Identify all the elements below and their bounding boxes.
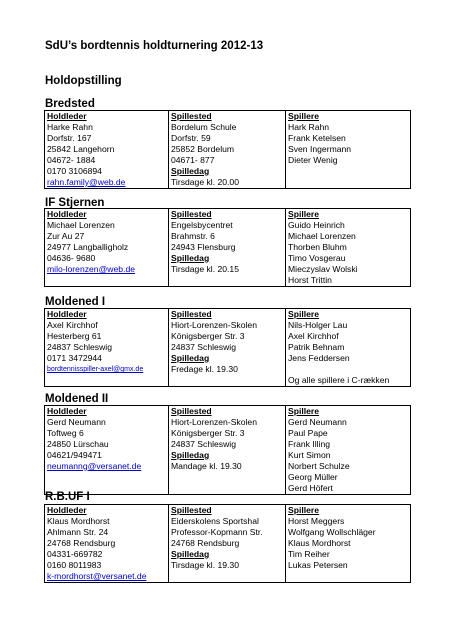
player-name: Gerd Neumann: [288, 417, 347, 427]
playday-value: Tirsdage kl. 19.30: [171, 560, 239, 570]
playday-value: Tirsdage kl. 20.15: [171, 264, 239, 274]
leader-email-link[interactable]: neumanng@versanet.de: [47, 461, 142, 471]
team-row: [45, 505, 411, 583]
player-name: Sven Ingermann: [288, 144, 352, 154]
player-name: Gerd Höfert: [288, 483, 333, 493]
player-name: Horst Trittin: [288, 275, 332, 285]
team-name: R.B.UF I: [45, 491, 90, 503]
players-header: Spillere: [288, 505, 320, 515]
leader-email-link[interactable]: k-mordhorst@versanet.de: [47, 571, 147, 581]
playday-value: Fredage kl. 19.30: [171, 364, 238, 374]
leader-header: Holdleder: [47, 309, 87, 319]
leader-header: Holdleder: [47, 406, 87, 416]
venue-line: 04671- 877: [171, 155, 215, 165]
players-cell: [286, 505, 411, 583]
team-table: [44, 504, 411, 583]
players-cell: [286, 111, 411, 189]
leader-line: Dorfstr. 167: [47, 133, 92, 143]
leader-line: Toftweg 6: [47, 428, 84, 438]
venue-line: 24943 Flensburg: [171, 242, 236, 252]
spacer: [288, 364, 408, 375]
player-name: Klaus Mordhorst: [288, 538, 351, 548]
players-cell: [286, 309, 411, 387]
venue-line: Bordelum Schule: [171, 122, 237, 132]
venue-header: Spillested: [171, 505, 212, 515]
player-name: Mieczyslav Wolski: [288, 264, 358, 274]
player-name: Timo Vosgerau: [288, 253, 346, 263]
player-name: Guido Heinrich: [288, 220, 345, 230]
team-row: [45, 209, 411, 287]
player-name: Thorben Bluhm: [288, 242, 347, 252]
leader-cell: [45, 111, 169, 189]
venue-line: Engelsbycentret: [171, 220, 233, 230]
leader-line: 04636- 9680: [47, 253, 96, 263]
venue-header: Spillested: [171, 309, 212, 319]
player-name: Frank Ketelsen: [288, 133, 346, 143]
playday-header: Spilledag: [171, 253, 210, 263]
players-note: Og alle spillere i C-rækken: [288, 375, 390, 385]
document-title: SdU’s bordtennis holdturnering 2012-13: [45, 40, 264, 52]
player-name: Tim Reiher: [288, 549, 330, 559]
venue-line: Königsberger Str. 3: [171, 331, 245, 341]
team-row: [45, 111, 411, 189]
player-name: Frank Illing: [288, 439, 331, 449]
venue-line: Hiort-Lorenzen-Skolen: [171, 320, 257, 330]
player-name: Dieter Wenig: [288, 155, 338, 165]
player-name: Axel Kirchhof: [288, 331, 339, 341]
leader-cell: [45, 406, 169, 495]
team-name: IF Stjernen: [45, 197, 105, 209]
playday-header: Spilledag: [171, 450, 210, 460]
leader-header: Holdleder: [47, 209, 87, 219]
leader-line: 24850 Lürschau: [47, 439, 109, 449]
venue-line: Königsberger Str. 3: [171, 428, 245, 438]
leader-line: 04672- 1884: [47, 155, 96, 165]
leader-line: 0160 8011983: [47, 560, 102, 570]
players-header: Spillere: [288, 111, 320, 121]
leader-line: 0171 3472944: [47, 353, 102, 363]
venue-cell: [169, 209, 286, 287]
leader-line: 25842 Langehorn: [47, 144, 115, 154]
leader-line: 24977 Langballigholz: [47, 242, 129, 252]
players-header: Spillere: [288, 309, 320, 319]
player-name: Hark Rahn: [288, 122, 330, 132]
players-cell: [286, 406, 411, 495]
venue-line: 24768 Rendsburg: [171, 538, 240, 548]
playday-value: Tirsdage kl. 20.00: [171, 177, 239, 187]
venue-line: 24837 Schleswig: [171, 439, 236, 449]
player-name: Wolfgang Wollschläger: [288, 527, 376, 537]
venue-header: Spillested: [171, 111, 212, 121]
section-heading: Holdopstilling: [45, 75, 122, 87]
venue-line: Brahmstr. 6: [171, 231, 215, 241]
player-name: Lukas Petersen: [288, 560, 348, 570]
players-header: Spillere: [288, 209, 320, 219]
venue-line: Professor-Kopmann Str.: [171, 527, 263, 537]
team-row: [45, 309, 411, 387]
team-table: [44, 208, 411, 287]
player-name: Jens Feddersen: [288, 353, 350, 363]
player-name: Kurt Simon: [288, 450, 331, 460]
player-name: Horst Meggers: [288, 516, 345, 526]
team-name: Moldened II: [45, 393, 109, 405]
leader-line: Michael Lorenzen: [47, 220, 115, 230]
venue-cell: [169, 111, 286, 189]
leader-cell: [45, 309, 169, 387]
players-cell: [286, 209, 411, 287]
playday-header: Spilledag: [171, 549, 210, 559]
leader-header: Holdleder: [47, 505, 87, 515]
leader-line: 24837 Schleswig: [47, 342, 112, 352]
team-name: Moldened I: [45, 296, 106, 308]
leader-line: Gerd Neumann: [47, 417, 106, 427]
team-table: [44, 110, 411, 189]
venue-line: Dorfstr. 59: [171, 133, 211, 143]
player-name: Patrik Behnam: [288, 342, 345, 352]
venue-line: Hiort-Lorenzen-Skolen: [171, 417, 257, 427]
leader-cell: [45, 505, 169, 583]
venue-cell: [169, 406, 286, 495]
leader-line: Axel Kirchhof: [47, 320, 98, 330]
leader-line: 04621/949471: [47, 450, 102, 460]
player-name: Norbert Schulze: [288, 461, 350, 471]
venue-line: 25852 Bordelum: [171, 144, 235, 154]
leader-header: Holdleder: [47, 111, 87, 121]
leader-line: 04331-669782: [47, 549, 103, 559]
leader-line: 0170 3106894: [47, 166, 102, 176]
team-table: [44, 308, 411, 387]
leader-line: Hesterberg 61: [47, 331, 102, 341]
player-name: Nils-Holger Lau: [288, 320, 348, 330]
leader-email-link[interactable]: rahn.family@web.de: [47, 177, 126, 187]
leader-email-link[interactable]: milo-lorenzen@web.de: [47, 264, 136, 274]
leader-line: Klaus Mordhorst: [47, 516, 110, 526]
player-name: Michael Lorenzen: [288, 231, 356, 241]
playday-header: Spilledag: [171, 353, 210, 363]
venue-cell: [169, 309, 286, 387]
players-header: Spillere: [288, 406, 320, 416]
leader-line: 24768 Rendsburg: [47, 538, 116, 548]
venue-header: Spillested: [171, 406, 212, 416]
playday-header: Spilledag: [171, 166, 210, 176]
leader-line: Ahlmann Str. 24: [47, 527, 109, 537]
venue-line: 24837 Schleswig: [171, 342, 236, 352]
player-name: Georg Müller: [288, 472, 338, 482]
team-table: [44, 405, 411, 495]
player-name: Paul Pape: [288, 428, 328, 438]
venue-header: Spillested: [171, 209, 212, 219]
venue-line: Eiderskolens Sportshal: [171, 516, 259, 526]
playday-value: Mandage kl. 19.30: [171, 461, 242, 471]
leader-line: Zur Au 27: [47, 231, 85, 241]
venue-cell: [169, 505, 286, 583]
team-row: [45, 406, 411, 495]
leader-email-link[interactable]: bordtennisspiller-axel@gmx.de: [47, 366, 144, 373]
leader-line: Harke Rahn: [47, 122, 93, 132]
leader-cell: [45, 209, 169, 287]
team-name: Bredsted: [45, 98, 95, 110]
